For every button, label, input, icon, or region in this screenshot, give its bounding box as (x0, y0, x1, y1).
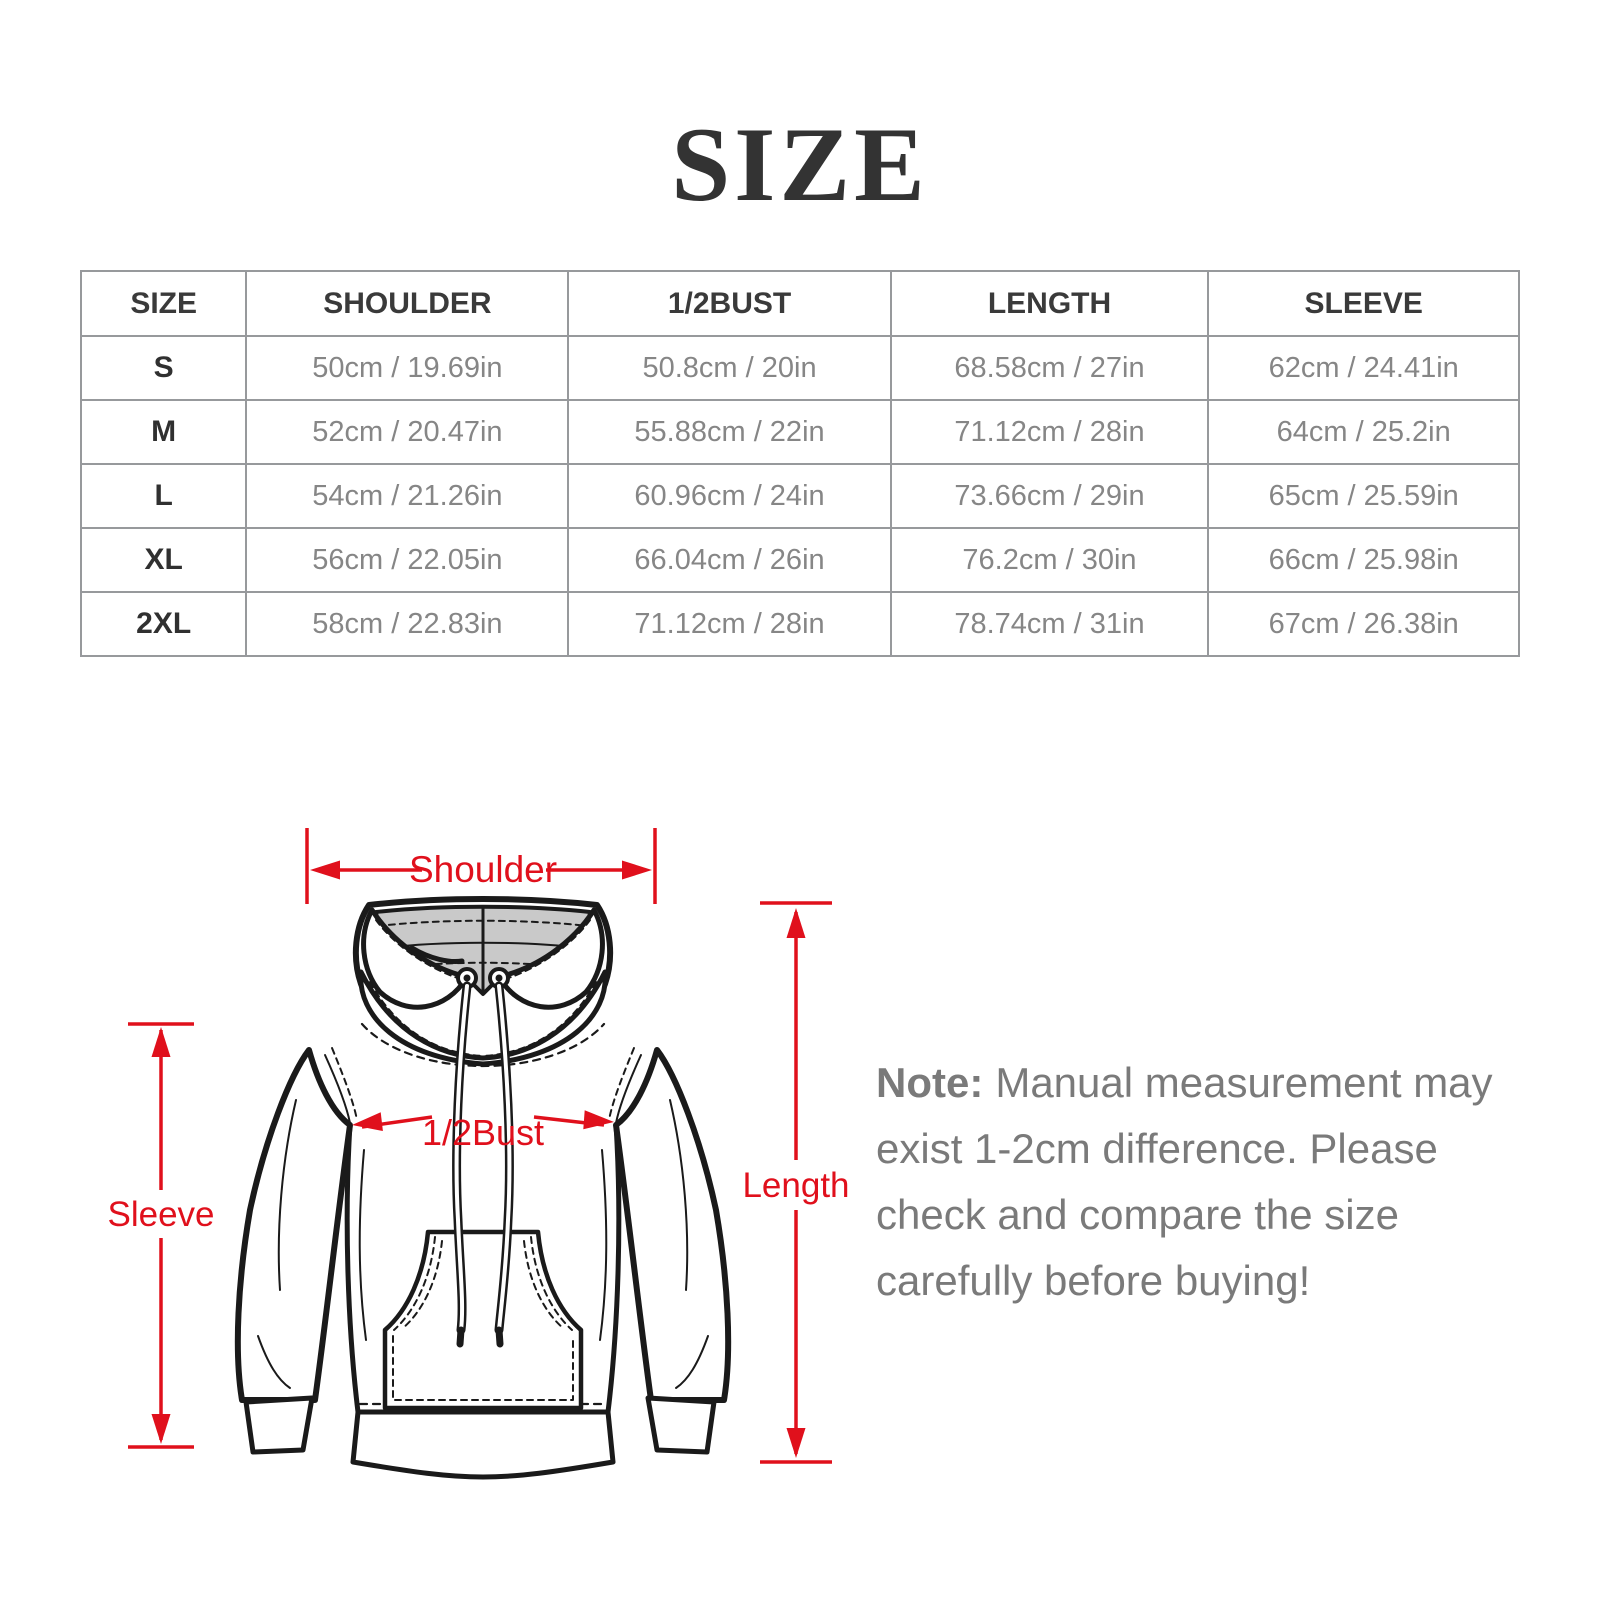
up-arrowhead (787, 908, 806, 938)
cell-sleeve: 64cm / 25.2in (1208, 400, 1519, 464)
cell-sleeve: 65cm / 25.59in (1208, 464, 1519, 528)
cell-length: 78.74cm / 31in (891, 592, 1209, 656)
note-line-text: Manual measurement may (995, 1059, 1493, 1106)
length-dimension-label: Length (742, 1166, 850, 1205)
cell-bust: 71.12cm / 28in (568, 592, 890, 656)
cell-length: 73.66cm / 29in (891, 464, 1209, 528)
down-arrowhead (152, 1414, 171, 1444)
size-label: L (81, 464, 246, 528)
cell-length: 76.2cm / 30in (891, 528, 1209, 592)
table-row (81, 464, 1519, 528)
cell-bust: 50.8cm / 20in (568, 336, 890, 400)
hem-band (353, 1412, 613, 1477)
note-label: Note: (876, 1059, 984, 1106)
right-arrowhead (622, 861, 652, 880)
column-header-sleeve: SLEEVE (1208, 271, 1519, 336)
size-label: XL (81, 528, 246, 592)
right-cuff (648, 1398, 714, 1452)
size-label: 2XL (81, 592, 246, 656)
table-row (81, 400, 1519, 464)
column-header-length: LENGTH (891, 271, 1209, 336)
cell-shoulder: 56cm / 22.05in (246, 528, 568, 592)
size-label: M (81, 400, 246, 464)
cell-bust: 66.04cm / 26in (568, 528, 890, 592)
note-line: exist 1-2cm difference. Please (876, 1125, 1438, 1172)
cell-shoulder: 54cm / 21.26in (246, 464, 568, 528)
column-header-shoulder: SHOULDER (246, 271, 568, 336)
cell-bust: 55.88cm / 22in (568, 400, 890, 464)
note-line (876, 1050, 1496, 1116)
cell-shoulder: 58cm / 22.83in (246, 592, 568, 656)
sleeve-dimension-arrow (128, 1024, 194, 1447)
down-arrowhead (787, 1428, 806, 1458)
cell-bust: 60.96cm / 24in (568, 464, 890, 528)
cell-sleeve: 67cm / 26.38in (1208, 592, 1519, 656)
cell-length: 71.12cm / 28in (891, 400, 1209, 464)
cell-sleeve: 62cm / 24.41in (1208, 336, 1519, 400)
column-header-bust: 1/2BUST (568, 271, 890, 336)
column-header-size: SIZE (81, 271, 246, 336)
size-label: S (81, 336, 246, 400)
table-row (81, 592, 1519, 656)
cell-shoulder: 52cm / 20.47in (246, 400, 568, 464)
cell-sleeve: 66cm / 25.98in (1208, 528, 1519, 592)
cell-shoulder: 50cm / 19.69in (246, 336, 568, 400)
page-title: SIZE (671, 106, 929, 223)
sleeve-dimension-label: Sleeve (107, 1195, 215, 1234)
table-row (81, 336, 1519, 400)
left-arrowhead (310, 861, 340, 880)
hoodie-drawing (238, 899, 728, 1477)
shoulder-dimension-label: Shoulder (408, 849, 558, 890)
cell-length: 68.58cm / 27in (891, 336, 1209, 400)
table-row (81, 528, 1519, 592)
note-line: check and compare the size (876, 1191, 1399, 1238)
size-chart-table (80, 270, 1520, 657)
up-arrowhead (152, 1027, 171, 1057)
left-cuff (246, 1398, 312, 1452)
bust-dimension-label: 1/2Bust (421, 1112, 545, 1153)
table-header-row (81, 271, 1519, 336)
hoodie-measurement-diagram (100, 820, 860, 1580)
note-text (876, 1050, 1496, 1314)
note-line: carefully before buying! (876, 1257, 1311, 1304)
